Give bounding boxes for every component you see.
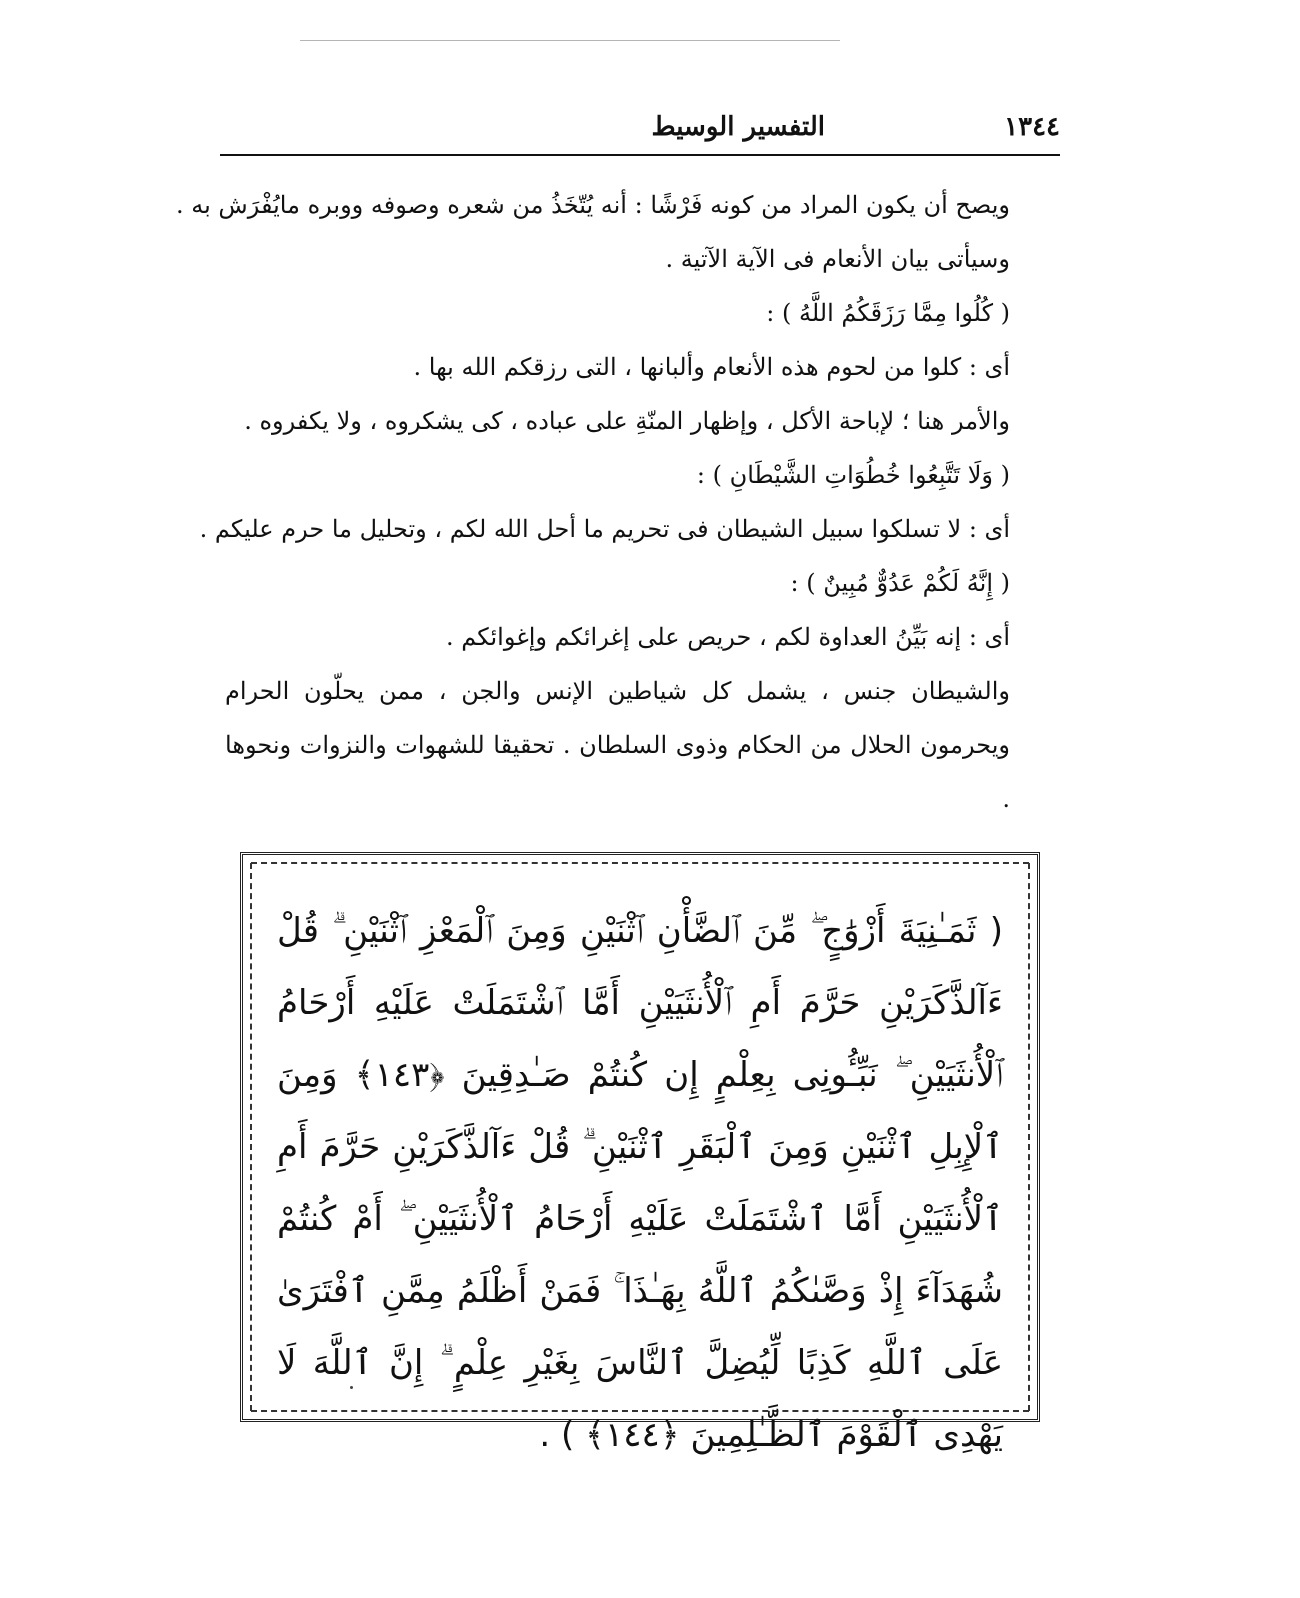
commentary-paragraph: ويصح أن يكون المراد من كونه فَرْشًا : أنه يُتّخَذُ من شعره وصوفه ووبره مايُفْرَش به . bbox=[176, 191, 1010, 219]
ornament-border-left bbox=[250, 863, 252, 1411]
commentary-paragraph: وسيأتى بيان الأنعام فى الآية الآتية . bbox=[665, 245, 1010, 273]
quran-verse-text: ( ثَمَـٰنِيَةَ أَزْوَٰجٍ ۖ مِّنَ ٱلضَّأْنِ ٱثْنَيْنِ وَمِنَ ٱلْمَعْزِ ٱثْنَيْنِ ۗ قُلْ ءَآلذَّكَرَيْنِ حَرَّمَ أَمِ ٱلْأُنثَيَيْنِ أَمَّا ٱشْتَمَلَتْ عَلَيْهِ أَرْحَامُ ٱلْأُنثَيَيْنِ ۖ نَبِّـُٔونِى بِعِلْمٍ إِن كُنتُمْ صَـٰدِقِينَ ﴿١٤٣﴾ وَمِنَ ٱلْإِبِلِ ٱثْنَيْنِ وَمِنَ ٱلْبَقَرِ ٱثْنَيْنِ ۗ قُلْ ءَآلذَّكَرَيْنِ حَرَّمَ أَمِ ٱلْأُنثَيَيْنِ أَمَّا ٱشْتَمَلَتْ عَلَيْهِ أَرْحَامُ ٱلْأُنثَيَيْنِ ۖ أَمْ كُنتُمْ شُهَدَآءَ إِذْ وَصَّىٰكُمُ ٱللَّهُ بِهَـٰذَا ۚ فَمَنْ أَظْلَمُ مِمَّنِ ٱفْتَرَىٰ عَلَى ٱللَّهِ كَذِبًا لِّيُضِلَّ ٱلنَّاسَ بِغَيْرِ عِلْمٍ ۗ إِنَّ ٱللَّهَ لَا يَهْدِى ٱلْقَوْمَ ٱلظَّـٰلِمِينَ ﴿١٤٤﴾ ) . bbox=[277, 911, 1003, 1455]
ornament-border-top bbox=[251, 862, 1029, 864]
commentary-paragraph: أى : كلوا من لحوم هذه الأنعام وألبانها ، التى رزقكم الله بها . bbox=[413, 353, 1010, 381]
commentary-paragraph: والشيطان جنس ، يشمل كل شياطين الإنس والجن ، ممن يحلّون الحرام ويحرمون الحلال من الحكام وذوى السلطان . تحقيقا للشهوات والنزوات ونحوها . bbox=[225, 677, 1010, 813]
ornament-border-right bbox=[1028, 863, 1030, 1411]
commentary-body bbox=[176, 178, 1010, 826]
quoted-verse-fragment: ( كُلُوا مِمَّا رَزَقَكُمُ اللَّهُ ) : bbox=[766, 299, 1010, 327]
page-number: ١٣٤٤ bbox=[1004, 112, 1060, 142]
verse-box bbox=[240, 852, 1040, 1455]
commentary-paragraph: أى : لا تسلكوا سبيل الشيطان فى تحريم ما أحل الله لكم ، وتحليل ما حرم عليكم . bbox=[199, 515, 1010, 543]
quoted-verse-fragment: ( وَلَا تَتَّبِعُوا خُطُوَاتِ الشَّيْطَانِ ) : bbox=[696, 461, 1010, 489]
commentary-paragraph: والأمر هنا ؛ لإباحة الأكل ، وإظهار المنّةِ على عباده ، كى يشكروه ، ولا يكفروه . bbox=[244, 407, 1010, 435]
page-header bbox=[220, 112, 1060, 154]
header-rule bbox=[220, 154, 1060, 156]
top-rule bbox=[300, 40, 840, 41]
commentary-paragraph: أى : إنه بَيِّنُ العداوة لكم ، حريص على إغرائكم وإغوائكم . bbox=[445, 623, 1010, 651]
quoted-verse-fragment: ( إِنَّهُ لَكُمْ عَدُوٌّ مُبِينٌ ) : bbox=[790, 569, 1010, 597]
running-title: التفسير الوسيط bbox=[651, 112, 825, 142]
stray-mark bbox=[350, 1386, 353, 1389]
